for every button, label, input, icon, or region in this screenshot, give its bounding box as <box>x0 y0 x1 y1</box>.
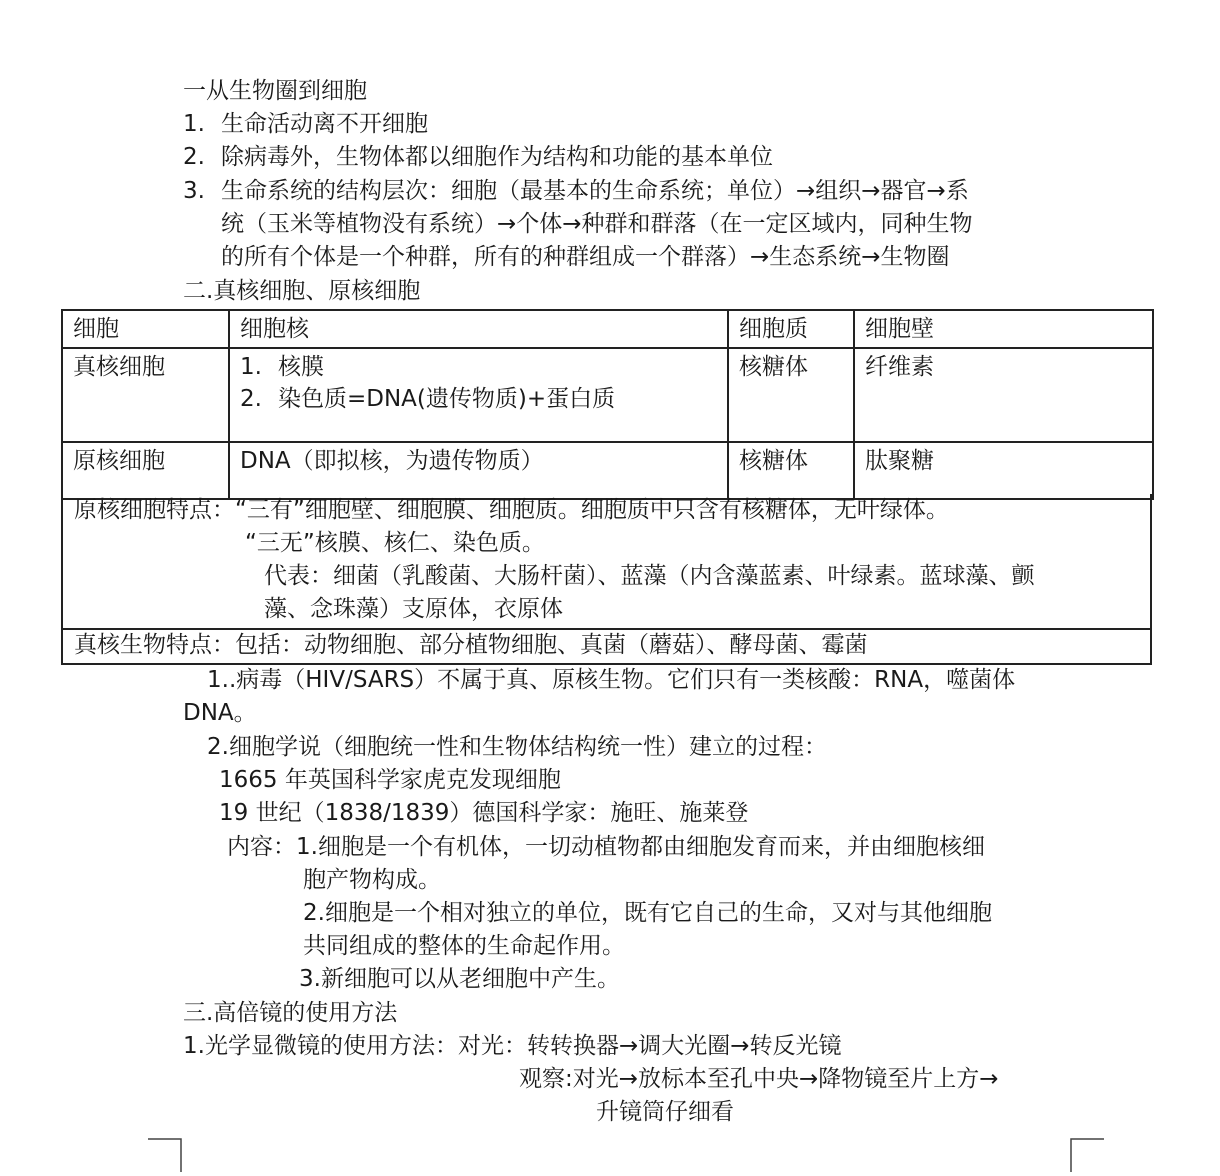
list-text: 核膜 <box>278 354 324 380</box>
list-number: 1. <box>240 354 262 380</box>
table-cell: 原核细胞 <box>62 442 229 499</box>
prokaryote-features-line: 藻、念珠藻）支原体，衣原体 <box>264 596 563 622</box>
list-text: 染色质=DNA(遗传物质)+蛋白质 <box>278 386 616 412</box>
table-cell <box>229 348 728 442</box>
nucleus-item <box>240 351 717 383</box>
header-cell: 细胞核 <box>229 310 728 348</box>
table-cell: DNA（即拟核，为遗传物质） <box>229 442 728 499</box>
table-row <box>62 442 1153 499</box>
section2-heading: 二.真核细胞、原核细胞 <box>183 278 421 304</box>
table-cell: 核糖体 <box>728 348 854 442</box>
section3-line: 升镜筒仔细看 <box>596 1099 734 1125</box>
table-header-row <box>62 310 1153 348</box>
list-text-continued: 统（玉米等植物没有系统）→个体→种群和群落（在一定区域内，同种生物 <box>221 211 973 237</box>
header-cell: 细胞 <box>62 310 229 348</box>
section3-heading: 三.高倍镜的使用方法 <box>183 1000 398 1026</box>
table-cell: 纤维素 <box>854 348 1153 442</box>
nucleus-item <box>240 383 717 415</box>
list-number: 2. <box>183 144 205 170</box>
list-text: 生命系统的结构层次：细胞（最基本的生命系统；单位）→组织→器官→系 <box>221 178 969 204</box>
section3-line: 1.光学显微镜的使用方法：对光：转转换器→调大光圈→转反光镜 <box>183 1033 842 1059</box>
note-line: 胞产物构成。 <box>303 867 441 893</box>
list-text-continued: 的所有个体是一个种群，所有的种群组成一个群落）→生态系统→生物圈 <box>221 244 950 270</box>
note-line: 2.细胞是一个相对独立的单位，既有它自己的生命，又对与其他细胞 <box>303 900 992 926</box>
cell-comparison-table <box>61 309 1154 500</box>
note-line: 1..病毒（HIV/SARS）不属于真、原核生物。它们只有一类核酸：RNA，噬菌体 <box>207 667 1016 693</box>
list-number: 1. <box>183 111 205 137</box>
eukaryote-features-line: 真核生物特点：包括：动物细胞、部分植物细胞、真菌（蘑菇）、酵母菌、霉菌 <box>74 632 868 658</box>
table-cell: 真核细胞 <box>62 348 229 442</box>
note-line: 共同组成的整体的生命起作用。 <box>303 933 625 959</box>
section3-line: 观察:对光→放标本至孔中央→降物镜至片上方→ <box>519 1066 999 1092</box>
note-line: 3.新细胞可以从老细胞中产生。 <box>299 966 620 992</box>
list-number: 2. <box>240 386 262 412</box>
list-item <box>183 175 969 207</box>
section1-heading: 一从生物圈到细胞 <box>183 78 367 104</box>
note-line: 1665 年英国科学家虎克发现细胞 <box>219 767 561 793</box>
prokaryote-features-line: 代表：细菌（乳酸菌、大肠杆菌）、蓝藻（内含藻蓝素、叶绿素。蓝球藻、颤 <box>264 563 1035 589</box>
list-number: 3. <box>183 178 205 204</box>
note-line: 内容：1.细胞是一个有机体，一切动植物都由细胞发育而来，并由细胞核细 <box>227 834 985 860</box>
features-box <box>61 494 1152 665</box>
note-line: 19 世纪（1838/1839）德国科学家：施旺、施莱登 <box>219 800 749 826</box>
table-row <box>62 348 1153 442</box>
table-cell: 核糖体 <box>728 442 854 499</box>
list-item <box>183 141 773 173</box>
note-line: 2.细胞学说（细胞统一性和生物体结构统一性）建立的过程： <box>207 734 827 760</box>
prokaryote-features-line: 原核细胞特点：“三有”细胞壁、细胞膜、细胞质。细胞质中只含有核糖体，无叶绿体。 <box>74 497 949 523</box>
list-item <box>183 108 428 140</box>
crop-mark-icon <box>1070 1138 1104 1172</box>
crop-mark-icon <box>148 1138 182 1172</box>
prokaryote-features-line: “三无”核膜、核仁、染色质。 <box>245 530 545 556</box>
table-cell: 肽聚糖 <box>854 442 1153 499</box>
header-cell: 细胞壁 <box>854 310 1153 348</box>
list-text: 除病毒外，生物体都以细胞作为结构和功能的基本单位 <box>221 144 773 170</box>
note-line: DNA。 <box>183 700 257 726</box>
header-cell: 细胞质 <box>728 310 854 348</box>
list-text: 生命活动离不开细胞 <box>221 111 428 137</box>
